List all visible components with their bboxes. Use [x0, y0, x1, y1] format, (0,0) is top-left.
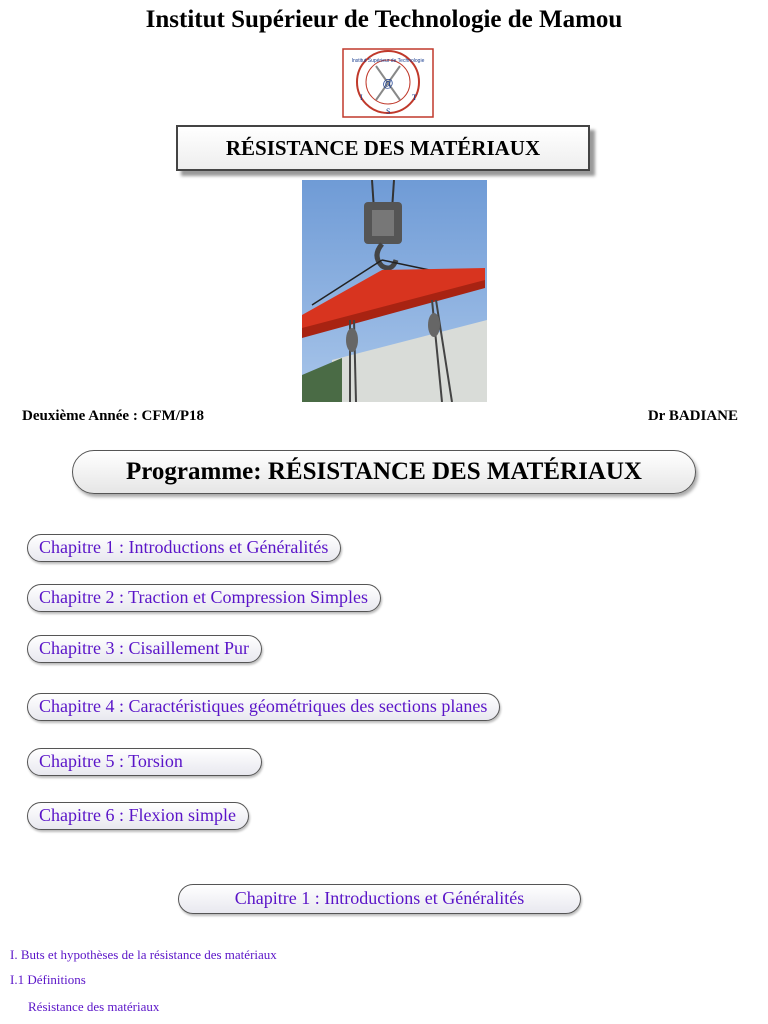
- year-level: Deuxième Année : CFM/P18: [22, 408, 205, 424]
- crane-photo: [302, 180, 487, 402]
- chapter-6-link[interactable]: Chapitre 6 : Flexion simple: [27, 802, 249, 830]
- institute-logo: [342, 48, 434, 118]
- course-title-box: RÉSISTANCE DES MATÉRIAUX: [176, 125, 590, 171]
- svg-text:@: @: [382, 78, 394, 90]
- chapter-1-link[interactable]: Chapitre 1 : Introductions et Généralités: [27, 534, 341, 562]
- section-heading-1-1: I.1 Définitions: [10, 972, 86, 987]
- svg-text:T: T: [412, 93, 417, 102]
- chapter-5-link[interactable]: Chapitre 5 : Torsion: [27, 748, 262, 776]
- chapter-heading: Chapitre 1 : Introductions et Généralités: [178, 884, 581, 914]
- author-name: Dr BADIANE: [647, 408, 738, 424]
- svg-text:Institut Supérieur de Technolo: Institut Supérieur de Technologie: [351, 58, 425, 64]
- subsection-heading: Résistance des matériaux: [28, 999, 160, 1014]
- programme-title: Programme: RÉSISTANCE DES MATÉRIAUX: [72, 450, 696, 494]
- svg-text:I: I: [360, 93, 363, 102]
- section-heading-1: I. Buts et hypothèses de la résistance des matériaux: [10, 947, 277, 962]
- chapter-3-link[interactable]: Chapitre 3 : Cisaillement Pur: [27, 635, 262, 663]
- chapter-2-link[interactable]: Chapitre 2 : Traction et Compression Simples: [27, 584, 381, 612]
- chapter-4-link[interactable]: Chapitre 4 : Caractéristiques géométriques des sections planes: [27, 693, 500, 721]
- institute-title: Institut Supérieur de Technologie de Mamou: [145, 6, 623, 33]
- svg-text:S: S: [386, 107, 391, 116]
